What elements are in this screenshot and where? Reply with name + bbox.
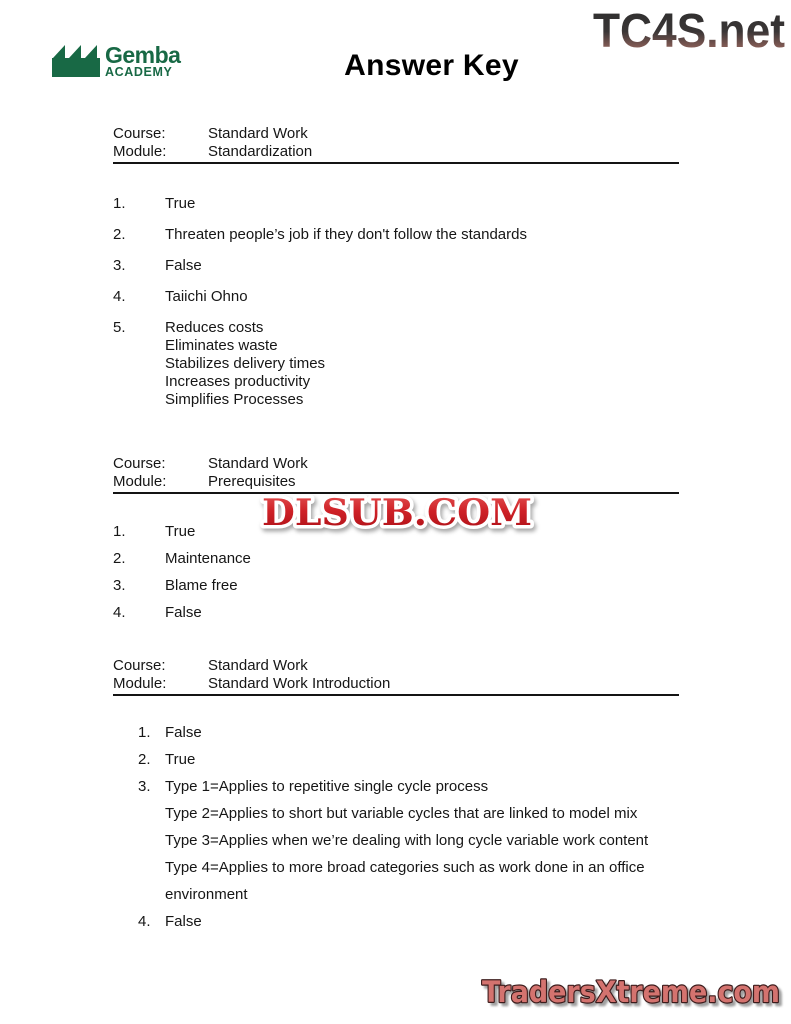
tradersxtreme-watermark-graphic	[475, 971, 787, 1013]
answer-text: True	[165, 523, 196, 540]
answer-item	[113, 719, 679, 746]
answer-text: Type 1=Applies to repetitive single cycle process Type 2=Applies to short but variable cycles that are linked to model mix Type 3=Applies when we’re dealing with long cycle variable work content Type 4=Applies to more broad categories such as work done in an office environment	[165, 778, 649, 903]
tc4s-watermark-text: TC4S.net	[593, 5, 786, 58]
answer-item	[113, 577, 679, 595]
course-value: Standard Work	[208, 657, 308, 674]
answer-text: True	[165, 195, 196, 212]
answer-list	[113, 719, 679, 935]
answer-item	[113, 908, 679, 935]
watermark-tradersxtreme	[475, 971, 787, 1018]
answer-item	[113, 604, 679, 622]
answer-text: Threaten people’s job if they don't follow the standards	[165, 226, 527, 243]
answer-number: 2.	[138, 751, 151, 768]
section-header	[113, 125, 679, 164]
course-row	[113, 455, 679, 473]
answer-text: Maintenance	[165, 550, 251, 567]
answer-item	[113, 746, 679, 773]
answer-section-standardization	[113, 125, 679, 409]
logo-gemba-text: Gemba	[105, 42, 181, 68]
answer-text: True	[165, 751, 196, 768]
section-header	[113, 657, 679, 696]
module-value: Standardization	[208, 143, 313, 160]
course-row	[113, 657, 679, 675]
answer-text: False	[165, 604, 202, 621]
dlsub-watermark-graphic	[252, 488, 542, 536]
module-value: Prerequisites	[208, 473, 296, 490]
tradersxtreme-watermark-text: TradersXtreme.com	[482, 975, 780, 1009]
answer-item	[113, 319, 679, 409]
answer-item	[113, 195, 679, 213]
answer-text: Taiichi Ohno	[165, 288, 248, 305]
course-label: Course:	[113, 455, 166, 472]
answer-item	[113, 257, 679, 275]
course-row	[113, 125, 679, 143]
answer-number: 2.	[113, 550, 126, 567]
answer-number: 1.	[113, 523, 126, 540]
answer-item	[113, 226, 679, 244]
course-value: Standard Work	[208, 455, 308, 472]
module-label: Module:	[113, 473, 167, 490]
answer-number: 2.	[113, 226, 126, 243]
page-title: Answer Key	[344, 49, 519, 82]
course-label: Course:	[113, 657, 166, 674]
answer-number: 3.	[138, 778, 151, 795]
answer-number: 3.	[113, 577, 126, 594]
course-value: Standard Work	[208, 125, 308, 142]
answer-number: 1.	[138, 724, 151, 741]
answer-section-standard-work-introduction	[113, 657, 679, 935]
course-label: Course:	[113, 125, 166, 142]
logo-academy-text: ACADEMY	[105, 65, 173, 79]
answer-number: 5.	[113, 319, 126, 336]
answer-text: False	[165, 724, 202, 741]
answer-number: 1.	[113, 195, 126, 212]
dlsub-watermark-text: DLSUB.COM	[262, 492, 532, 534]
answer-item	[113, 550, 679, 568]
answer-item	[113, 288, 679, 306]
answer-text: Reduces costs Eliminates waste Stabilizes delivery times Increases productivity Simplifies Processes	[165, 319, 326, 408]
answer-text: False	[165, 913, 202, 930]
answer-number: 3.	[113, 257, 126, 274]
answer-number: 4.	[113, 288, 126, 305]
answer-list	[113, 195, 679, 409]
watermark-dlsub	[252, 488, 542, 541]
answer-item	[113, 773, 679, 908]
answer-text: Blame free	[165, 577, 238, 594]
module-row	[113, 675, 679, 693]
module-label: Module:	[113, 143, 167, 160]
answer-number: 4.	[138, 913, 151, 930]
module-label: Module:	[113, 675, 167, 692]
answer-text: False	[165, 257, 202, 274]
module-value: Standard Work Introduction	[208, 675, 391, 692]
module-row	[113, 143, 679, 161]
answer-number: 4.	[113, 604, 126, 621]
